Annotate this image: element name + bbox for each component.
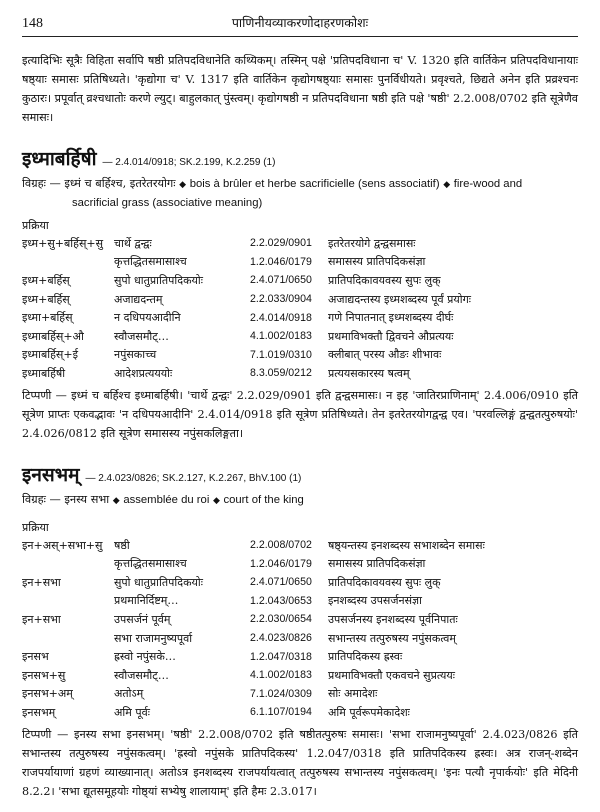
book-title: पाणिनीयव्याकरणोदाहरणकोशः bbox=[231, 15, 369, 30]
diamond-icon: ◆ bbox=[112, 495, 120, 506]
step-rule: अजाद्यदन्तम् bbox=[114, 292, 163, 306]
step-rule: ह्रस्वो नपुंसके… bbox=[114, 650, 176, 664]
step-form: इनसभम् bbox=[22, 705, 56, 719]
step-sutra-number: 2.4.071/0650 bbox=[250, 576, 312, 589]
table-row bbox=[22, 610, 485, 629]
step-form: इन+सभा bbox=[22, 612, 61, 626]
vigraha-line bbox=[22, 491, 578, 510]
step-sutra-number: 4.1.002/0183 bbox=[250, 669, 312, 682]
table-row bbox=[22, 364, 471, 383]
entry-heading bbox=[22, 461, 578, 487]
gloss-french: bois à brûler et herbe sacrificielle (sens associatif) bbox=[189, 178, 440, 190]
step-explanation: सभान्तस्य तत्पुरुषस्य नपुंसकत्वम् bbox=[328, 631, 456, 645]
step-rule: चार्थे द्वन्द्वः bbox=[114, 236, 152, 250]
vigraha-sanskrit: इध्मं च बर्हिश्च, इतरेतरयोगः bbox=[64, 177, 176, 190]
step-explanation: अजाद्यदन्तस्य इध्मशब्दस्य पूर्वं प्रयोगः bbox=[328, 292, 472, 306]
step-sutra-number: 1.2.046/0179 bbox=[250, 557, 312, 570]
table-row bbox=[22, 234, 471, 253]
derivation-table bbox=[22, 234, 471, 383]
derivation-table bbox=[22, 536, 485, 722]
step-sutra-number: 1.2.043/0653 bbox=[250, 594, 312, 607]
gloss-english: court of the king bbox=[223, 493, 304, 506]
prakriya-label: प्रक्रिया bbox=[22, 219, 49, 232]
step-rule: सुपो धातुप्रातिपदिकयोः bbox=[114, 273, 203, 287]
step-explanation: गणे निपातनात् इध्मशब्दस्य दीर्घः bbox=[328, 311, 454, 325]
vigraha-line bbox=[22, 175, 578, 212]
table-row bbox=[22, 592, 485, 611]
step-rule: आदेशप्रत्यययोः bbox=[114, 366, 173, 380]
step-explanation: षष्ठ्यन्तस्य इनशब्दस्य सभाशब्देन समासः bbox=[328, 538, 485, 552]
step-explanation: प्रातिपदिकावयवस्य सुपः लुक् bbox=[328, 273, 441, 287]
table-row bbox=[22, 647, 485, 666]
step-form bbox=[22, 592, 114, 611]
step-sutra-number: 1.2.046/0179 bbox=[250, 255, 312, 268]
step-explanation: इनशब्दस्य उपसर्जनसंज्ञा bbox=[328, 594, 422, 608]
table-row bbox=[22, 346, 471, 365]
table-row bbox=[22, 554, 485, 573]
vigraha-label: विग्रहः — bbox=[22, 492, 61, 506]
step-rule: अतोऽम् bbox=[114, 687, 144, 701]
table-row bbox=[22, 685, 485, 704]
table-row bbox=[22, 253, 471, 272]
step-rule: स्वौजसमौट्… bbox=[114, 668, 169, 682]
step-form: इध्म+सु+बर्हिस्+सु bbox=[22, 236, 104, 250]
step-form bbox=[22, 554, 114, 573]
step-sutra-number: 4.1.002/0183 bbox=[250, 330, 312, 343]
step-explanation: प्रथमाविभक्तौ एकवचने सुप्रत्ययः bbox=[328, 668, 456, 682]
step-form: इध्माबर्हिस्+औ bbox=[22, 329, 84, 343]
step-sutra-number: 2.2.008/0702 bbox=[250, 539, 312, 552]
table-row bbox=[22, 666, 485, 685]
gloss-french: assemblée du roi bbox=[123, 493, 210, 506]
step-form: इध्माबर्हिषी bbox=[22, 366, 66, 380]
tippani-paragraph: टिप्पणी — इध्मं च बर्हिश्च इध्माबर्हिषी। 'चार्थे द्वन्द्वः' 2.2.029/0901 इति द्वन्द्वसमासः। न इह 'जातिरप्राणिनाम्' 2.4.006/0910 इति सूत्रेण प्राप्तः एकवद्भावः 'न दधिपयआदीनि' 2.4.014/0918 इति सूत्रेण प्रतिषिध्यते। तेन इतरेतरयोगद्वन्द्व एव। 'परवल्लिङ्गं द्वन्द्वतत्पुरुषयोः' 2.4.026/0812 इति सूत्रेण समासस्य नपुंसकलिङ्गता। bbox=[22, 388, 578, 440]
page-header bbox=[22, 14, 578, 37]
step-rule: कृत्तद्धितसमासाश्च bbox=[114, 255, 187, 269]
step-rule: प्रथमानिर्दिष्टम्… bbox=[114, 594, 179, 608]
table-row bbox=[22, 308, 471, 327]
intro-paragraph: इत्यादिभिः सूत्रैः विहिता सर्वापि षष्ठी प्रतिपदविधानेति कथ्यिकम्। तस्मिन् पक्षे 'प्रतिपदविधाना च' V. 1320 इति वार्तिकेन प्रतिपदविधानायाः षष्ठ्याः समासः प्रतिषिध्यते। 'कृद्योगा च' V. 1317 इति वार्तिकेन कृद्योगषष्ठ्याः समासः पुनर्विधीयते। प्रवृश्चते, छिद्यते अनेन इति प्रव्रश्चनः कुठारः। प्रपूर्वात् व्रश्चधातोः करणे ल्युट्। बाहुलकात् पुंस्त्वम्। कृद्योगषष्ठी न प्रतिपदविधाना षष्ठी इति पक्षे 'षष्ठी' 2.2.008/0702 इति सूत्रेणैव समासः। bbox=[22, 54, 578, 124]
step-explanation: उपसर्जनस्य इनशब्दस्य पूर्वनिपातः bbox=[328, 612, 458, 626]
step-sutra-number: 7.1.019/0310 bbox=[250, 348, 312, 361]
step-explanation: प्रातिपदिकावयवस्य सुपः लुक् bbox=[328, 575, 441, 589]
table-row bbox=[22, 703, 485, 722]
step-explanation: प्रथमाविभक्तौ द्विवचने औप्रत्ययः bbox=[328, 329, 454, 343]
step-explanation: सोः अमादेशः bbox=[328, 687, 378, 701]
step-form: इध्म+बर्हिस् bbox=[22, 292, 70, 306]
step-explanation: समासस्य प्रातिपदिकसंज्ञा bbox=[328, 255, 426, 269]
page-number: 148 bbox=[22, 16, 43, 31]
step-form: इध्मा+बर्हिस् bbox=[22, 311, 73, 325]
tippani-paragraph: टिप्पणी — इनस्य सभा इनसभम्। 'षष्ठी' 2.2.008/0702 इति षष्ठीतत्पुरुषः समासः। 'सभा राजामनुष्यपूर्वा' 2.4.023/0826 इति सभान्तस्य तत्पुरुषस्य नपुंसकत्वम्। 'ह्रस्वो नपुंसके प्रातिपदिकस्य' 1.2.047/0318 इति प्रातिपदिकस्य ह्रस्वः। अत्र राजन्-शब्देन राजपर्यायाणां ग्रहणं व्याख्यानात्। अतोऽत्र इनशब्दस्य राजपर्यायत्वात् तत्पुरुषस्य सभान्तस्य नपुंसकत्वम्। 'इनः पत्यौ नृपार्कयोः' इति मेदिनी 8.2.2। 'सभा द्यूतसमूहयोः गोष्ठ्यां सभ्येषु शालायाम्' इति हैमः 2.3.017। bbox=[22, 727, 578, 798]
step-rule: नपुंसकाच्च bbox=[114, 348, 157, 362]
step-explanation: प्रातिपदिकस्य ह्रस्वः bbox=[328, 650, 403, 664]
vigraha-label: विग्रहः — bbox=[22, 177, 61, 190]
step-form: इन+सभा bbox=[22, 575, 61, 589]
step-sutra-number: 8.3.059/0212 bbox=[250, 367, 312, 380]
table-row bbox=[22, 290, 471, 309]
step-sutra-number: 2.2.029/0901 bbox=[250, 237, 312, 250]
step-form: इनसभ+अम् bbox=[22, 687, 73, 701]
step-rule: सुपो धातुप्रातिपदिकयोः bbox=[114, 575, 203, 589]
step-sutra-number: 2.2.030/0654 bbox=[250, 613, 312, 626]
step-rule: न दधिपयआदीनि bbox=[114, 311, 181, 325]
table-row bbox=[22, 327, 471, 346]
gloss-english-continued: sacrificial grass (associative meaning) bbox=[72, 197, 263, 209]
gloss-english: fire-wood and bbox=[453, 178, 523, 190]
step-rule: सभा राजामनुष्यपूर्वा bbox=[114, 631, 193, 645]
table-row bbox=[22, 271, 471, 290]
entry-heading bbox=[22, 145, 578, 171]
step-sutra-number: 2.4.014/0918 bbox=[250, 311, 312, 324]
step-explanation: क्लीबात् परस्य औङः शीभावः bbox=[328, 348, 442, 362]
step-form: इन+अस्+सभा+सु bbox=[22, 538, 103, 552]
step-sutra-number: 7.1.024/0309 bbox=[250, 687, 312, 700]
diamond-icon: ◆ bbox=[212, 495, 220, 506]
step-sutra-number: 2.4.071/0650 bbox=[250, 274, 312, 287]
diamond-icon: ◆ bbox=[179, 180, 187, 190]
step-rule: षष्ठी bbox=[114, 538, 130, 552]
step-rule: अमि पूर्वः bbox=[114, 705, 150, 719]
table-row bbox=[22, 536, 485, 555]
step-explanation: इतरेतरयोगे द्वन्द्वसमासः bbox=[328, 236, 416, 250]
vigraha-sanskrit: इनस्य सभा bbox=[64, 492, 110, 506]
step-sutra-number: 2.4.023/0826 bbox=[250, 632, 312, 645]
step-explanation: समासस्य प्रातिपदिकसंज्ञा bbox=[328, 557, 426, 571]
step-form: इध्माबर्हिस्+ई bbox=[22, 348, 78, 362]
step-rule: कृत्तद्धितसमासाश्च bbox=[114, 557, 187, 571]
table-row bbox=[22, 629, 485, 648]
step-form: इनसभ bbox=[22, 650, 49, 664]
entry-refs: — 2.4.023/0826; SK.2.127, K.2.267, BhV.100 (1) bbox=[85, 472, 302, 484]
step-rule: स्वौजसमौट्… bbox=[114, 329, 169, 343]
step-form: इनसभ+सु bbox=[22, 668, 66, 682]
headword: इनसभम् bbox=[22, 463, 80, 486]
step-form bbox=[22, 629, 114, 648]
diamond-icon: ◆ bbox=[443, 180, 451, 190]
step-explanation: अमि पूर्वरूपमेकादेशः bbox=[328, 705, 410, 719]
table-row bbox=[22, 573, 485, 592]
step-form bbox=[22, 253, 114, 272]
step-form: इध्म+बर्हिस् bbox=[22, 273, 70, 287]
prakriya-label: प्रक्रिया bbox=[22, 520, 49, 534]
headword: इध्माबर्हिषी bbox=[22, 148, 97, 170]
step-rule: उपसर्जनं पूर्वम् bbox=[114, 612, 171, 626]
step-explanation: प्रत्ययसकारस्य षत्वम् bbox=[328, 366, 410, 380]
step-sutra-number: 2.2.033/0904 bbox=[250, 293, 312, 306]
step-sutra-number: 6.1.107/0194 bbox=[250, 706, 312, 719]
entry-refs: — 2.4.014/0918; SK.2.199, K.2.259 (1) bbox=[102, 157, 276, 168]
step-sutra-number: 1.2.047/0318 bbox=[250, 650, 312, 663]
